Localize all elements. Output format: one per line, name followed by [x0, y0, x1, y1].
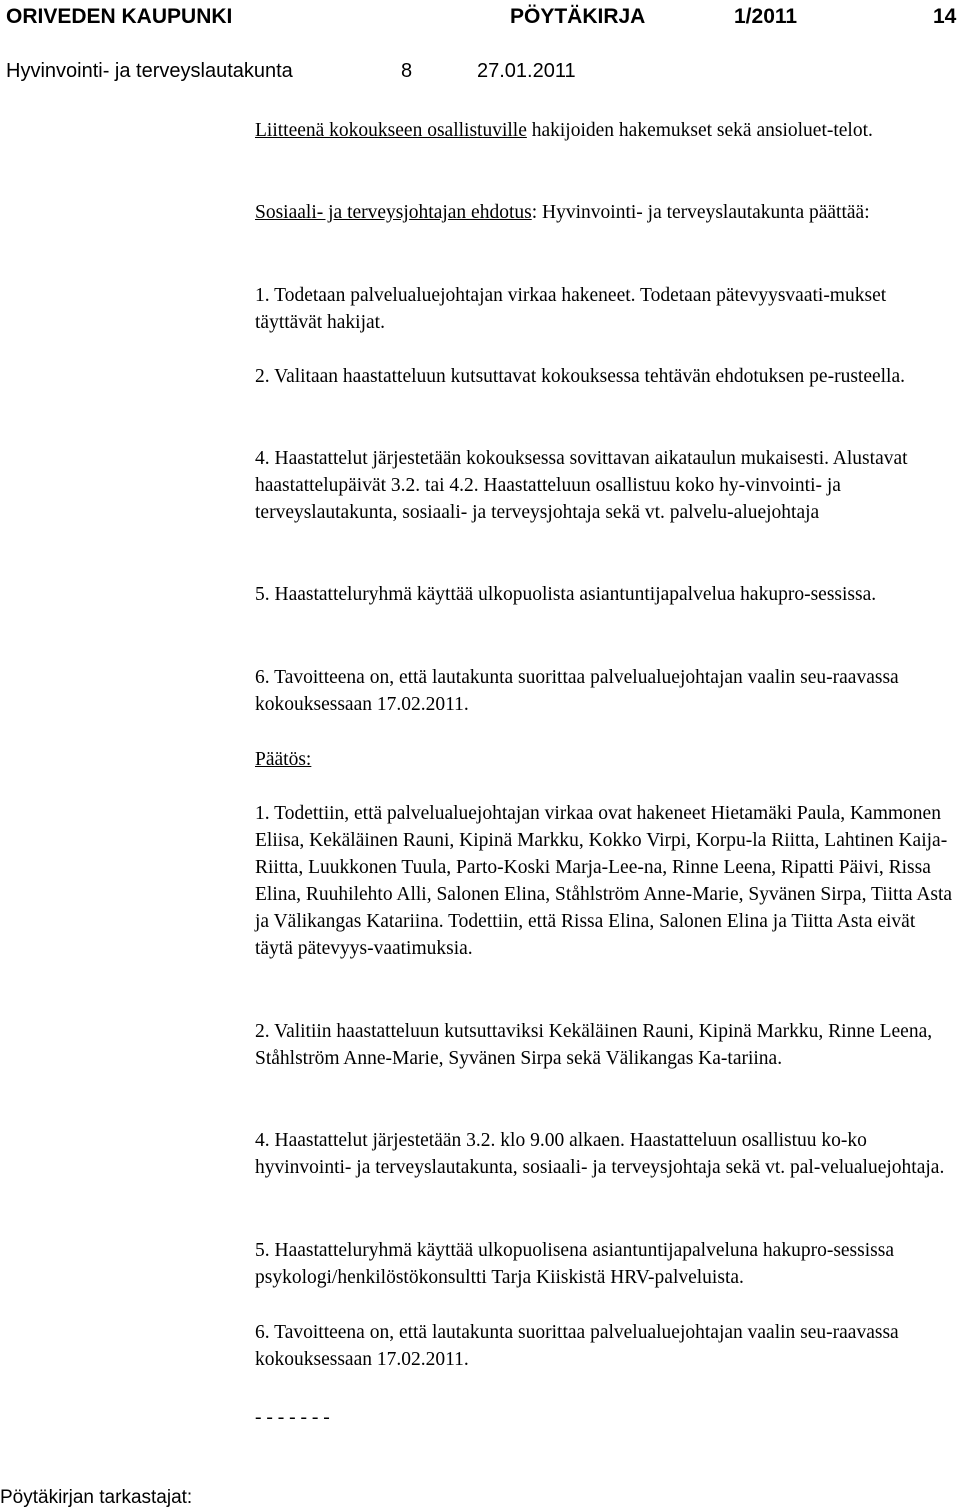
proposal-item: 2. Valitaan haastatteluun kutsuttavat kokouksessa tehtävän ehdotuksen pe-rusteella.: [255, 366, 906, 387]
meeting-date: 27.01.2011: [477, 60, 576, 82]
proposal-text: : Hyvinvointi- ja terveyslautakunta päättää:: [531, 202, 870, 223]
document-type: PÖYTÄKIRJA: [510, 5, 646, 28]
minutes-reviewers-label: Pöytäkirjan tarkastajat:: [0, 1487, 193, 1508]
document-subheader: [6, 56, 706, 86]
proposal-item: 4. Haastattelut järjestetään kokouksessa sovittavan aikataulun mukaisesti. Alustavat haastattelupäivät 3.2. tai 4.2. Haastatteluun osallistuu koko hy-vinvointi- ja terveyslautakunta, sosiaali- ja terveysjohtaja sekä vt. palvelu-aluejohtaja: [255, 448, 908, 523]
decision-item: 4. Haastattelut järjestetään 3.2. klo 9.00 alkaen. Haastatteluun osallistuu ko-ko hyvinvointi- ja terveyslautakunta, sosiaali- ja terveysjohtaja sekä vt. pal-velualuejohtaja.: [255, 1130, 945, 1178]
attachments-paragraph: [255, 117, 955, 144]
decision-item: 5. Haastatteluryhmä käyttää ulkopuolisena asiantuntijapalveluna hakupro-sessissa psykologi/henkilöstökonsultti Tarja Kiiskistä HRV-palveluista.: [255, 1240, 894, 1288]
proposal-paragraph: [255, 199, 955, 226]
decision-item: 6. Tavoitteena on, että lautakunta suorittaa palvelualuejohtajan vaalin seu-raavassa kokouksessaan 17.02.2011.: [255, 1322, 899, 1370]
decision-heading: [255, 746, 955, 773]
decision-item: 2. Valitiin haastatteluun kutsuttaviksi Kekäläinen Rauni, Kipinä Markku, Rinne Leena, Ståhlström Anne-Marie, Syvänen Sirpa sekä Välikangas Ka-tariina.: [255, 1021, 933, 1069]
end-marker: - - - - - - -: [255, 1407, 330, 1428]
document-header: [6, 2, 956, 32]
page-number: 14: [933, 5, 957, 28]
section-number: 8: [401, 60, 413, 82]
attachments-text: hakijoiden hakemukset sekä ansioluet-telot.: [531, 120, 873, 141]
proposal-item: 6. Tavoitteena on, että lautakunta suorittaa palvelualuejohtajan vaalin seu-raavassa kokouksessaan 17.02.2011.: [255, 667, 899, 715]
board-name: Hyvinvointi- ja terveyslautakunta: [6, 60, 293, 82]
decision-item: 1. Todettiin, että palvelualuejohtajan virkaa ovat hakeneet Hietamäki Paula, Kammonen Eliisa, Kekäläinen Rauni, Kipinä Markku, Kokko Virpi, Korpu-la Riitta, Lahtinen Kaija-Riitta, Luukkonen Tuula, Parto-Koski Marja-Lee-na, Rinne Leena, Ripatti Päivi, Rissa Elina, Ruuhilehto Alli, Salonen Elina, Ståhlström Anne-Marie, Syvänen Sirpa, Tiitta Asta ja Välikangas Katariina. Todettiin, että Rissa Elina, Salonen Elina ja Tiitta Asta eivät täytä pätevyys-vaatimuksia.: [255, 803, 953, 959]
document-number: 1/2011: [734, 5, 798, 28]
proposal-item: 5. Haastatteluryhmä käyttää ulkopuolista asiantuntijapalvelua hakupro-sessissa.: [255, 584, 877, 605]
decision-label: Päätös:: [255, 749, 312, 770]
attachments-label: Liitteenä kokoukseen osallistuville: [255, 120, 527, 141]
organization-name: ORIVEDEN KAUPUNKI: [6, 5, 233, 28]
proposal-item: 1. Todetaan palvelualuejohtajan virkaa hakeneet. Todetaan pätevyysvaati-mukset täyttävät hakijat.: [255, 285, 887, 333]
proposal-label: Sosiaali- ja terveysjohtajan ehdotus: [255, 202, 532, 223]
